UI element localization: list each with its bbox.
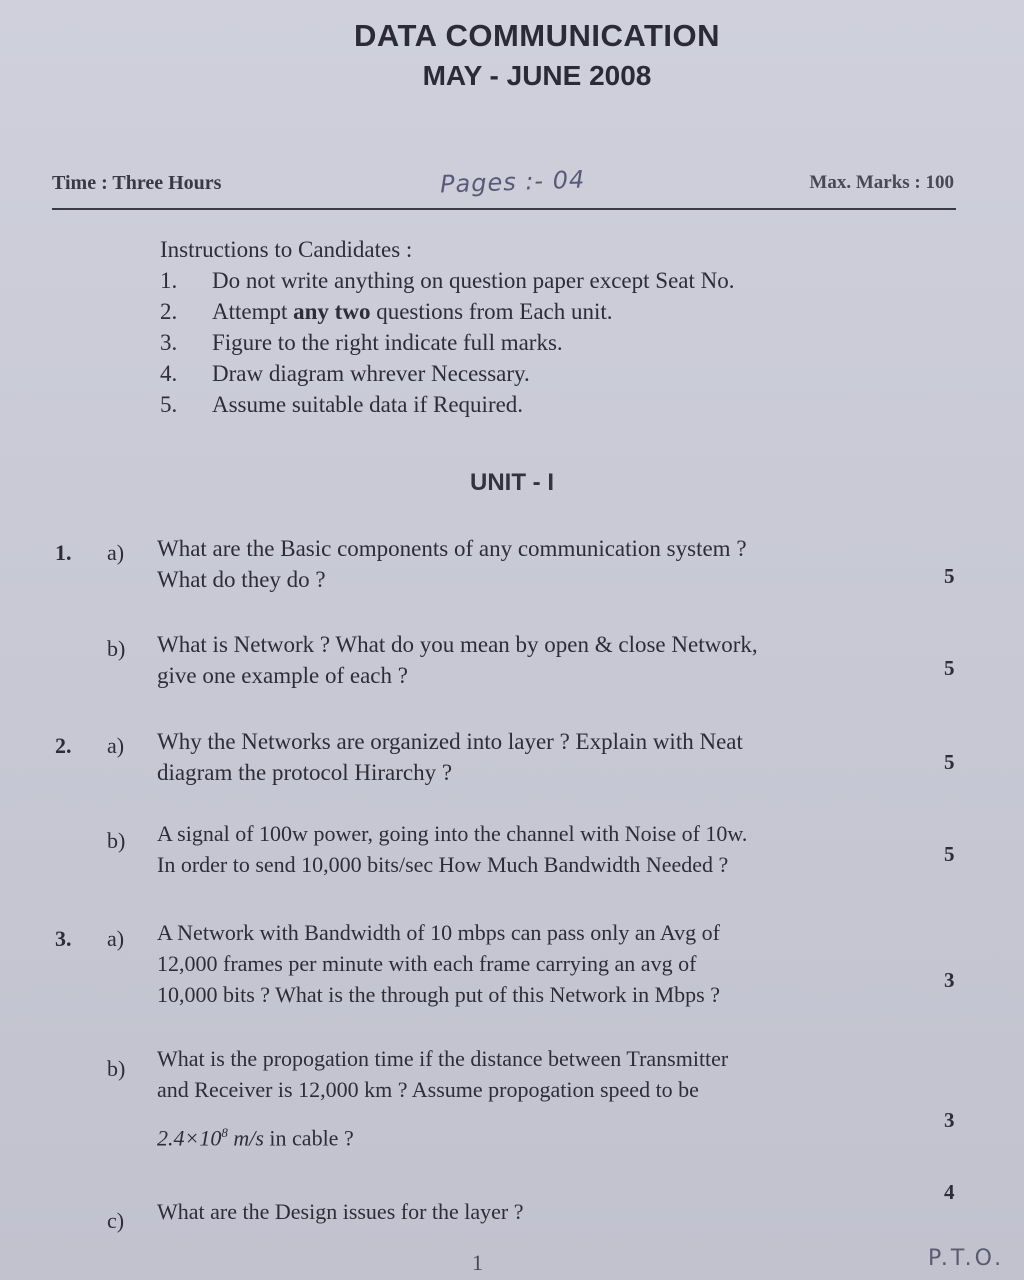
part-label: a) <box>107 926 125 951</box>
part-label: b) <box>107 1056 126 1081</box>
part-label: b) <box>107 636 126 661</box>
exam-session: MAY - JUNE 2008 <box>422 60 652 91</box>
part-label: a) <box>107 733 125 758</box>
question-line: 10,000 bits ? What is the through put of this Network in Mbps ? <box>157 982 720 1007</box>
speed-exponent: 8 <box>221 1125 228 1140</box>
instruction-number: 3. <box>160 330 178 355</box>
instruction-number: 5. <box>160 392 178 417</box>
instruction-item <box>160 330 563 356</box>
question-line: What do they do ? <box>157 567 326 592</box>
marks: 3 <box>944 1108 955 1132</box>
question-number: 2. <box>55 733 72 758</box>
time-allowed: Time : Three Hours <box>52 172 222 194</box>
instruction-text: questions from Each unit. <box>370 299 613 324</box>
question-number: 3. <box>55 926 72 951</box>
unit-heading: UNIT - I <box>470 469 554 496</box>
instruction-text: Attempt <box>212 299 294 324</box>
marks: 4 <box>944 1180 955 1204</box>
question-text <box>157 1196 524 1227</box>
marks: 3 <box>944 968 955 992</box>
marks: 5 <box>944 564 955 588</box>
question-text <box>157 726 743 788</box>
question-text <box>157 629 758 691</box>
marks: 5 <box>944 656 955 680</box>
formula-line <box>157 1117 728 1153</box>
question-line: In order to send 10,000 bits/sec How Much Bandwidth Needed ? <box>157 852 729 877</box>
question-text <box>157 1043 728 1153</box>
speed-formula: 2.4×10 <box>157 1125 222 1151</box>
max-marks: Max. Marks : 100 <box>809 172 954 193</box>
instruction-emphasis: any two <box>293 299 371 324</box>
question-text <box>157 818 747 880</box>
page-number: 1 <box>472 1250 483 1275</box>
instruction-item <box>160 361 530 387</box>
instruction-number: 1. <box>160 268 178 293</box>
marks: 5 <box>944 842 955 866</box>
instruction-item <box>160 392 523 418</box>
marks: 5 <box>944 750 955 774</box>
part-label: c) <box>107 1208 125 1233</box>
question-line: What is the propogation time if the distance between Transmitter <box>157 1046 729 1071</box>
exam-title: DATA COMMUNICATION <box>353 18 720 53</box>
instruction-text: Figure to the right indicate full marks. <box>212 330 563 355</box>
question-line: diagram the protocol Hirarchy ? <box>157 760 453 785</box>
question-line: A Network with Bandwidth of 10 mbps can pass only an Avg of <box>157 920 720 945</box>
handwritten-pages-note: Pages :- 04 <box>439 165 586 199</box>
question-line: What are the Design issues for the layer ? <box>157 1199 524 1224</box>
speed-unit: m/s <box>227 1125 264 1151</box>
question-line: 12,000 frames per minute with each frame carrying an avg of <box>157 951 697 976</box>
question-line: Why the Networks are organized into layer ? Explain with Neat <box>157 729 743 754</box>
instruction-text: Assume suitable data if Required. <box>212 392 524 417</box>
pto-note: P.T.O. <box>928 1246 1005 1271</box>
instructions-heading: Instructions to Candidates : <box>160 237 413 262</box>
part-label: a) <box>107 540 125 565</box>
header-divider <box>52 208 956 210</box>
part-label: b) <box>107 828 126 853</box>
instruction-number: 4. <box>160 361 178 386</box>
question-line: give one example of each ? <box>157 663 408 688</box>
question-line: and Receiver is 12,000 km ? Assume propogation speed to be <box>157 1077 699 1102</box>
question-text <box>157 917 720 1010</box>
question-text <box>157 533 747 595</box>
question-line: A signal of 100w power, going into the channel with Noise of 10w. <box>157 821 748 846</box>
formula-tail: in cable ? <box>263 1125 354 1151</box>
instruction-text: Do not write anything on question paper except Seat No. <box>212 268 735 293</box>
instruction-number: 2. <box>160 299 178 324</box>
question-number: 1. <box>55 540 72 565</box>
instruction-item <box>160 268 735 294</box>
instruction-item <box>160 299 613 325</box>
question-line: What are the Basic components of any communication system ? <box>157 536 747 561</box>
instruction-text: Draw diagram whrever Necessary. <box>212 361 530 386</box>
question-line: What is Network ? What do you mean by open & close Network, <box>157 632 758 657</box>
